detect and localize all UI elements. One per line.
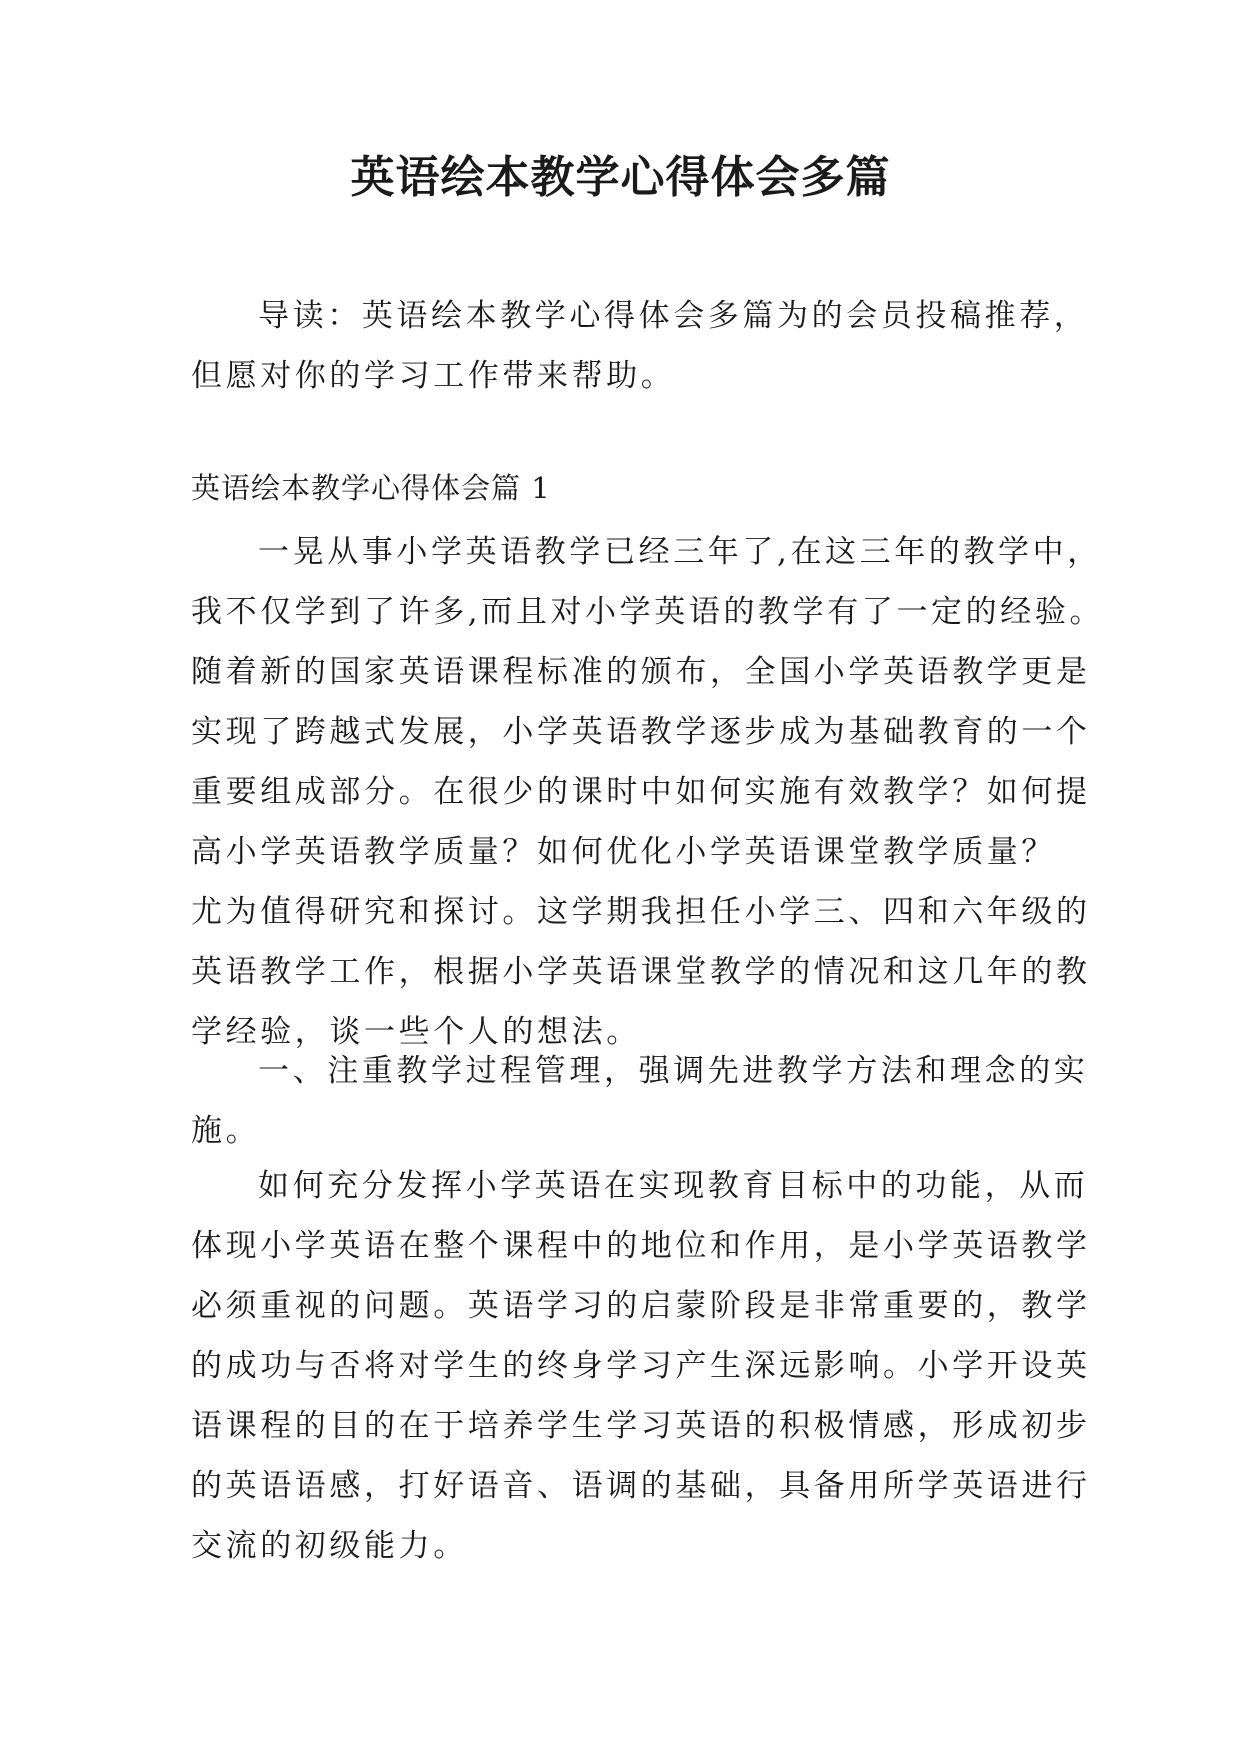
text-line: 实现了跨越式发展，小学英语教学逐步成为基础教育的一个 bbox=[191, 714, 1091, 750]
paragraph-2 bbox=[191, 1156, 1091, 1576]
text-line: 我不仅学到了许多,而且对小学英语的教学有了一定的经验。 bbox=[191, 594, 1105, 630]
text-line: 一、注重教学过程管理，强调先进教学方法和理念的实 bbox=[258, 1053, 1089, 1089]
intro-line: 导读：英语绘本教学心得体会多篇为的会员投稿推荐， bbox=[258, 298, 1089, 334]
document-title: 英语绘本教学心得体会多篇 bbox=[350, 152, 891, 203]
heading-1 bbox=[191, 1041, 1089, 1161]
text-line: 重要组成部分。在很少的课时中如何实施有效教学？如何提 bbox=[191, 774, 1091, 810]
intro-line: 但愿对你的学习工作带来帮助。 bbox=[191, 358, 676, 394]
text-line: 高小学英语教学质量？如何优化小学英语课堂教学质量？ bbox=[191, 834, 1056, 870]
text-line: 的英语语感，打好语音、语调的基础，具备用所学英语进行 bbox=[191, 1468, 1091, 1504]
text-line: 学经验，谈一些个人的想法。 bbox=[191, 1014, 641, 1050]
text-line: 随着新的国家英语课程标准的颁布，全国小学英语教学更是 bbox=[191, 654, 1091, 690]
text-line: 交流的初级能力。 bbox=[191, 1528, 468, 1564]
section-title: 英语绘本教学心得体会篇 1 bbox=[191, 471, 551, 505]
text-line: 如何充分发挥小学英语在实现教育目标中的功能，从而 bbox=[258, 1168, 1089, 1204]
text-line: 一晃从事小学英语教学已经三年了,在这三年的教学中， bbox=[258, 534, 1102, 570]
text-line: 必须重视的问题。英语学习的启蒙阶段是非常重要的，教学 bbox=[191, 1288, 1091, 1324]
text-line: 尤为值得研究和探讨。这学期我担任小学三、四和六年级的 bbox=[191, 894, 1091, 930]
text-line: 施。 bbox=[191, 1113, 261, 1149]
text-line: 体现小学英语在整个课程中的地位和作用，是小学英语教学 bbox=[191, 1228, 1091, 1264]
text-line: 英语教学工作，根据小学英语课堂教学的情况和这几年的教 bbox=[191, 954, 1091, 990]
intro-paragraph bbox=[191, 286, 1089, 406]
text-line: 语课程的目的在于培养学生学习英语的积极情感，形成初步 bbox=[191, 1408, 1091, 1444]
paragraph-1 bbox=[191, 522, 1105, 1062]
text-line: 的成功与否将对学生的终身学习产生深远影响。小学开设英 bbox=[191, 1348, 1091, 1384]
